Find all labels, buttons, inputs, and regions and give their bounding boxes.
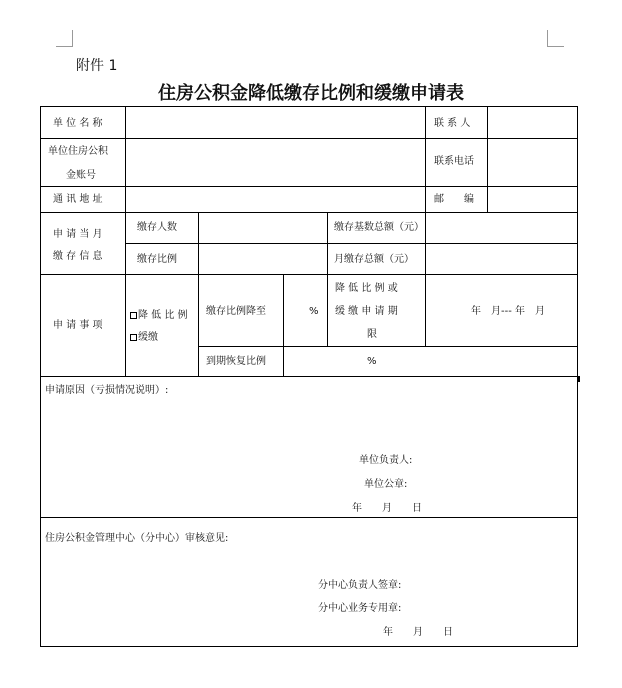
reduce-to-percent-sign: % [309,306,319,317]
reason-date: 年 月 日 [352,503,422,514]
restore-percent-sign: % [367,356,377,367]
unit-name-label: 单 位 名 称 [53,118,103,129]
form-title: 住房公积金降低缴存比例和缓缴申请表 [158,83,464,104]
address-label: 通 讯 地 址 [53,194,103,205]
checkbox-icon [130,312,137,319]
page-corner-mark-right [547,30,564,47]
current-month-label-line2: 缴 存 信 息 [53,251,103,262]
contact-person-label: 联 系 人 [434,118,471,129]
review-opinion-label: 住房公积金管理中心（分中心）审核意见: [45,533,229,544]
table-border-top [40,106,578,107]
table-rule [327,212,328,346]
table-rule [487,106,488,212]
table-rule [40,186,578,187]
fund-account-label-line1: 单位住房公积 [48,146,108,157]
reduce-to-label: 缴存比例降至 [206,306,266,317]
table-rule [40,376,578,377]
reduce-ratio-option-label: 降 低 比 例 [138,310,188,321]
table-rule [40,212,578,213]
page-corner-mark-left [56,30,73,47]
contributor-count-label: 缴存人数 [137,222,177,233]
period-label-line2: 缓 缴 申 请 期 [335,306,398,317]
application-matters-label: 申 请 事 项 [53,320,103,331]
checkbox-icon [130,334,137,341]
table-rule [425,212,426,346]
table-border-bottom [40,646,578,647]
reduce-ratio-option[interactable] [130,311,188,321]
center-principal-label: 分中心负责人签章: [318,580,402,591]
table-border-left [40,106,41,647]
table-rule [125,243,578,244]
phone-label: 联系电话 [434,156,474,167]
table-edge-mark [577,376,580,382]
contribution-ratio-label: 缴存比例 [137,254,177,265]
monthly-total-label: 月缴存总额（元） [334,254,414,265]
unit-seal-label: 单位公章: [364,479,408,490]
table-rule [198,212,199,376]
restore-ratio-label: 到期恢复比例 [206,356,266,367]
table-rule [40,274,578,275]
center-seal-label: 分中心业务专用章: [318,603,402,614]
table-rule [198,346,578,347]
defer-payment-option-label: 缓缴 [138,332,158,343]
period-label-line1: 降 低 比 例 或 [335,283,398,294]
table-rule [40,138,578,139]
review-date: 年 月 日 [383,627,453,638]
unit-principal-label: 单位负责人: [359,455,413,466]
period-label-line3: 限 [367,329,377,340]
fund-account-label-line2: 金账号 [66,170,96,181]
current-month-label-line1: 申 请 当 月 [53,229,103,240]
reason-label: 申请原因（亏损情况说明）: [45,385,169,396]
table-rule [125,106,126,376]
table-rule [283,274,284,376]
table-rule [40,517,578,518]
attachment-label: 附件 1 [76,58,118,74]
defer-payment-option[interactable] [130,333,158,343]
base-total-label: 缴存基数总额（元） [334,222,424,233]
table-rule [425,106,426,212]
date-range-field: 年 月--- 年 月 [471,306,546,317]
postcode-label: 邮 编 [434,194,474,205]
